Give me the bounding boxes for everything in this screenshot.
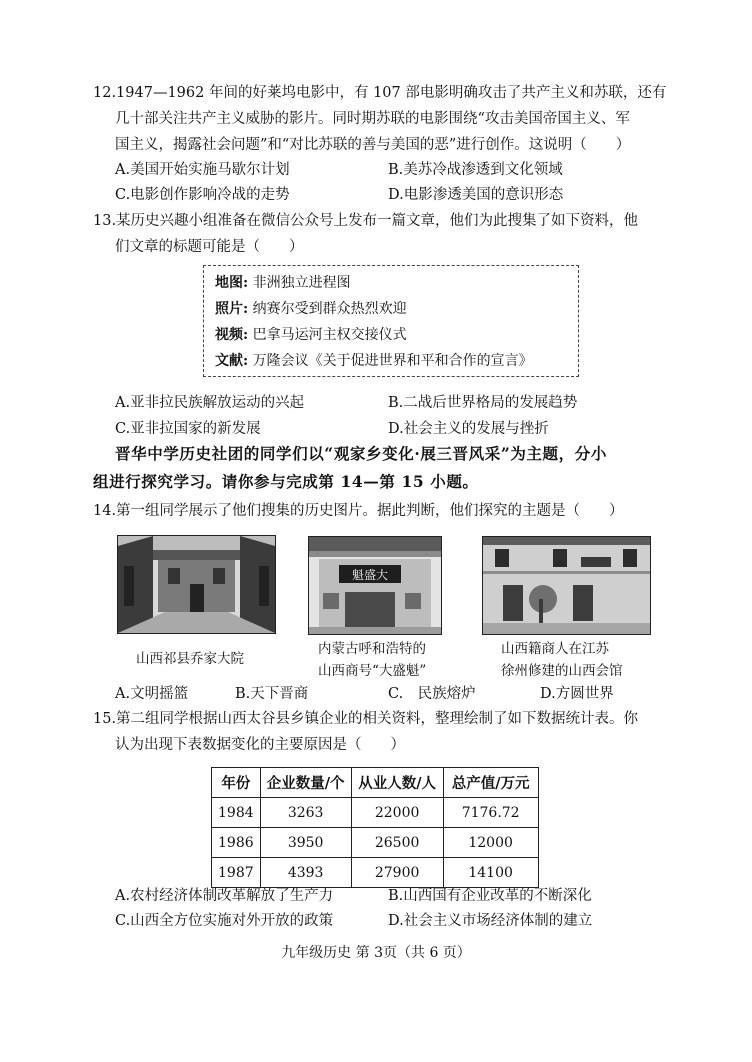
township-enterprise-table (211, 767, 539, 888)
table-cell: 14100 (443, 858, 538, 888)
table-row (212, 798, 539, 828)
q12-option-b: B.美苏冷战渗透到文化领域 (388, 162, 563, 178)
q13-option-c: C.亚非拉国家的新发展 (115, 421, 261, 437)
photo2-caption-line2: 山西商号“大盛魁” (318, 663, 427, 679)
table-cell: 4393 (260, 858, 351, 888)
material-row: 文献: 万隆会议《关于促进世界和平和合作的宣言》 (215, 353, 533, 369)
table-cell: 26500 (351, 828, 443, 858)
q15-option-c: C.山西全方位实施对外开放的政策 (115, 913, 334, 929)
q12-option-d: D.电影渗透美国的意识形态 (388, 187, 564, 203)
q14-option-d: D.方圆世界 (540, 686, 614, 702)
dashengkui-shop-photo (308, 536, 442, 635)
q14-option-c: C. 民族熔炉 (388, 686, 476, 702)
table-cell: 3950 (260, 828, 351, 858)
q12-option-a: A.美国开始实施马歇尔计划 (115, 162, 290, 178)
table-header-row (212, 768, 539, 798)
q13-material-box (203, 265, 579, 377)
q12-stem-line3: 国主义，揭露社会问题”和“对比苏联的善与美国的恶”进行创作。这说明（ ） (115, 137, 631, 153)
photo3-caption-line1: 山西籍商人在江苏 (501, 641, 609, 657)
photo3-caption-line2: 徐州修建的山西会馆 (501, 663, 623, 679)
shanxi-guild-hall-photo (482, 536, 651, 635)
table-cell: 1987 (212, 858, 261, 888)
q12-stem-line1: 12.1947—1962 年间的好莱坞电影中，有 107 部电影明确攻击了共产主义和苏联，还有 (93, 85, 667, 101)
table-cell: 3263 (260, 798, 351, 828)
table-header-cell: 企业数量/个 (260, 768, 351, 798)
photo2-caption-line1: 内蒙古呼和浩特的 (318, 641, 426, 657)
intro-line1: 晋华中学历史社团的同学们以“观家乡变化·展三晋风采”为主题，分小 (115, 444, 607, 463)
q15-stem-line1: 15.第二组同学根据山西太谷县乡镇企业的相关资料，整理绘制了如下数据统计表。你 (93, 711, 639, 727)
intro-line2: 组进行探究学习。请你参与完成第 14—第 15 小题。 (93, 472, 479, 491)
q15-stem-line2: 认为出现下表数据变化的主要原因是（ ） (115, 737, 405, 753)
q13-stem-line2: 们文章的标题可能是（ ） (115, 239, 304, 255)
material-row: 照片: 纳赛尔受到群众热烈欢迎 (215, 301, 407, 317)
table-cell: 7176.72 (443, 798, 538, 828)
page-footer: 九年级历史 第 3页（共 6 页） (281, 945, 471, 961)
q13-option-b: B.二战后世界格局的发展趋势 (388, 395, 578, 411)
q13-option-d: D.社会主义的发展与挫折 (388, 421, 549, 437)
q12-option-c: C.电影创作影响冷战的走势 (115, 187, 290, 203)
table-row (212, 858, 539, 888)
q15-option-b: B.山西国有企业改革的不断深化 (388, 888, 592, 904)
table-header-cell: 从业人数/人 (351, 768, 443, 798)
table-header-cell: 总产值/万元 (443, 768, 538, 798)
q15-option-d: D.社会主义市场经济体制的建立 (388, 913, 593, 929)
table-cell: 1984 (212, 798, 261, 828)
q13-option-a: A.亚非拉民族解放运动的兴起 (115, 395, 305, 411)
table-header-cell: 年份 (212, 768, 261, 798)
q14-option-a: A.文明摇篮 (115, 686, 189, 702)
q12-stem-line2: 几十部关注共产主义威胁的影片。同时期苏联的电影围绕“攻击美国帝国主义、军 (115, 111, 630, 127)
material-row: 地图: 非洲独立进程图 (215, 275, 351, 291)
table-cell: 12000 (443, 828, 538, 858)
q14-stem: 14.第一组同学展示了他们搜集的历史图片。据此判断，他们探究的主题是（ ） (93, 503, 624, 519)
table-cell: 22000 (351, 798, 443, 828)
qiao-family-compound-photo (117, 535, 276, 634)
shop-sign-text: 魁盛大 (351, 568, 389, 582)
table-cell: 27900 (351, 858, 443, 888)
photo1-caption: 山西祁县乔家大院 (136, 651, 244, 667)
q15-option-a: A.农村经济体制改革解放了生产力 (115, 888, 334, 904)
material-row: 视频: 巴拿马运河主权交接仪式 (215, 327, 407, 343)
q13-stem-line1: 13.某历史兴趣小组准备在微信公众号上发布一篇文章，他们为此搜集了如下资料，他 (93, 213, 639, 229)
table-cell: 1986 (212, 828, 261, 858)
table-row (212, 828, 539, 858)
q14-option-b: B.天下晋商 (235, 686, 309, 702)
